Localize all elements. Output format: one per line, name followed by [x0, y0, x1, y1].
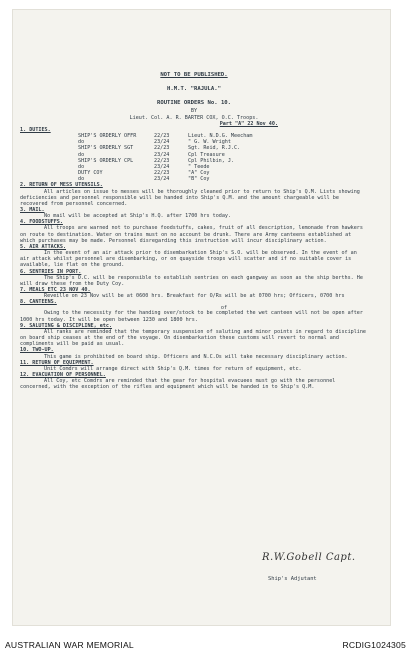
section-heading: 8. CANTEENS. — [20, 299, 57, 306]
section — [20, 219, 368, 244]
section — [20, 269, 368, 287]
archive-footer — [0, 636, 411, 654]
section — [20, 347, 368, 359]
section-text: Owing to the necessity for the handing over/stock to be completed the wet canteen will not be open after 1000 hrs today. It will be open between 1230 and 1800 hrs. — [20, 310, 363, 323]
section-text: The Ship's O.C. will be responsible to establish sentries on each gangway as soon as the ship berths. He will draw these from the Duty Coy. — [20, 274, 363, 287]
duty-dates: 22/23 — [154, 170, 170, 177]
section-text: No mail will be accepted at Ship's H.Q. after 1700 hrs today. — [44, 213, 232, 220]
section-heading: 1. DUTIES. — [20, 126, 51, 133]
classification-heading: NOT TO BE PUBLISHED. — [160, 72, 228, 78]
section-text: In the event of an air attack prior to disembarkation Ship's S.O. will be observed. In the event of an air attack whilst personnel are disembarking, or on quayside troops will scatter and if no suitable cover is available, lie flat on the ground. — [20, 250, 357, 269]
duty-person: Cpl Treasure — [188, 151, 225, 158]
section-heading: 4. FOODSTUFFS. — [20, 219, 63, 226]
duty-person: " Teede — [188, 163, 210, 170]
section-heading: 11. RETURN OF EQUIPMENT. — [20, 359, 94, 366]
duty-person: Cpl Philbin, J. — [188, 157, 235, 164]
section-heading: 7. MEALS ETC 23 NOV 40. — [20, 287, 91, 293]
duty-role: SHIP'S ORDERLY SGT — [78, 145, 134, 152]
duty-person: "B" Coy — [188, 176, 210, 183]
by-line: BY — [190, 108, 198, 115]
duty-dates: 23/24 — [154, 139, 170, 146]
duty-person: " G. W. Wright — [188, 139, 231, 146]
section-heading: 2. RETURN OF MESS UTENSILS. — [20, 182, 103, 189]
section-text: This game is prohibited on board ship. Officers and N.C.Os will take necessary disciplinary action. — [44, 353, 348, 360]
section-heading: 10. TWO-UP. — [20, 347, 54, 354]
section — [20, 372, 368, 390]
section-text: Unit Comdrs will arrange direct with Ship's Q.M. times for return of equipment, etc. — [44, 365, 302, 372]
duty-dates: 22/23 — [154, 145, 170, 152]
document-title: ROUTINE ORDERS No. 10. — [156, 100, 232, 107]
footer-reference-id: RCDIG1024305 — [342, 640, 406, 650]
duty-dates: 23/24 — [154, 176, 170, 183]
section-text: Reveille on 23 Nov will be at 0600 hrs. Breakfast for O/Rs will be at 0700 hrs; Officers, 0700 hrs — [44, 293, 345, 300]
signature-title: Ship's Adjutant — [268, 576, 317, 582]
section — [20, 287, 368, 299]
duty-role: SHIP'S ORDERLY CPL — [78, 157, 134, 164]
section — [20, 127, 368, 182]
section — [20, 207, 368, 219]
duty-role: SHIP'S ORDERLY OFFR — [78, 133, 137, 140]
duty-role: do — [78, 151, 85, 158]
part-line: Part "A" 22 Nov 40. — [219, 120, 278, 127]
duty-dates: 23/24 — [154, 163, 170, 170]
duty-person: Lieut. N.D.G. Meecham — [188, 133, 253, 140]
sections-container — [20, 127, 368, 391]
duty-person: Sgt. Reid, R.J.C. — [188, 145, 241, 152]
section-text: All articles on issue to messes will be thoroughly cleaned prior to return to Ship's Q.M. Lists showing deficiencies and personnel responsible will be handed into Ship's Q.M. and the amount chargeable will be recovered from personnel concerned. — [20, 188, 360, 207]
duty-role: do — [78, 163, 85, 170]
section — [20, 182, 368, 207]
commander-line: Lieut. Col. A. R. BARTER COX, O.C. Troops. — [129, 114, 259, 121]
footer-institution: AUSTRALIAN WAR MEMORIAL — [5, 640, 134, 650]
duty-dates: 23/24 — [154, 151, 170, 158]
ship-name: H.M.T. "RAJULA." — [167, 86, 221, 93]
section — [20, 360, 368, 372]
section-text: All Coy, etc Comdrs are reminded that the gear for hospital evacuees must go with the personnel concerned, with the exception of the rifles and equipment which will be handed in to Ship's Q.M. — [20, 378, 336, 391]
section — [20, 323, 368, 348]
routine-orders-document — [20, 72, 368, 391]
section-heading: 6. SENTRIES IN PORT. — [20, 268, 82, 275]
section-heading: 12. EVACUATION OF PERSONNEL. — [20, 372, 106, 379]
duty-role: do — [78, 139, 85, 146]
handwritten-insertion: of — [220, 305, 228, 312]
section-text: All ranks are reminded that the temporary suspension of saluting and minor points in regard to discipline on board ship ceases at the end of the voyage. On disembarkation these customs will revert to normal and compliments will be paid as usual. — [20, 328, 367, 348]
duty-role: do — [78, 176, 85, 183]
section — [20, 244, 368, 269]
section-heading: 3. MAIL. — [20, 206, 45, 213]
duty-role: DUTY COY — [78, 170, 103, 177]
duty-dates: 22/23 — [154, 133, 170, 140]
signature: R.W.Gobell Capt. — [262, 552, 356, 563]
section — [20, 299, 368, 322]
duty-person: "A" Coy — [188, 170, 210, 177]
section-text: All troops are warned not to purchase foodstuffs, cakes, fruit of all description, lemonade from hawkers on route to destination. Water on trains must on no account be drunk. There are Army canteens established at which purchases may be made. Personnel disregarding this instruction will incur disciplinary action. — [20, 225, 363, 244]
section-heading: 5. AIR ATTACKS. — [20, 243, 67, 250]
section-heading: 9. SALUTING & DISCIPLINE, etc. — [20, 322, 113, 329]
duty-dates: 22/23 — [154, 157, 170, 164]
